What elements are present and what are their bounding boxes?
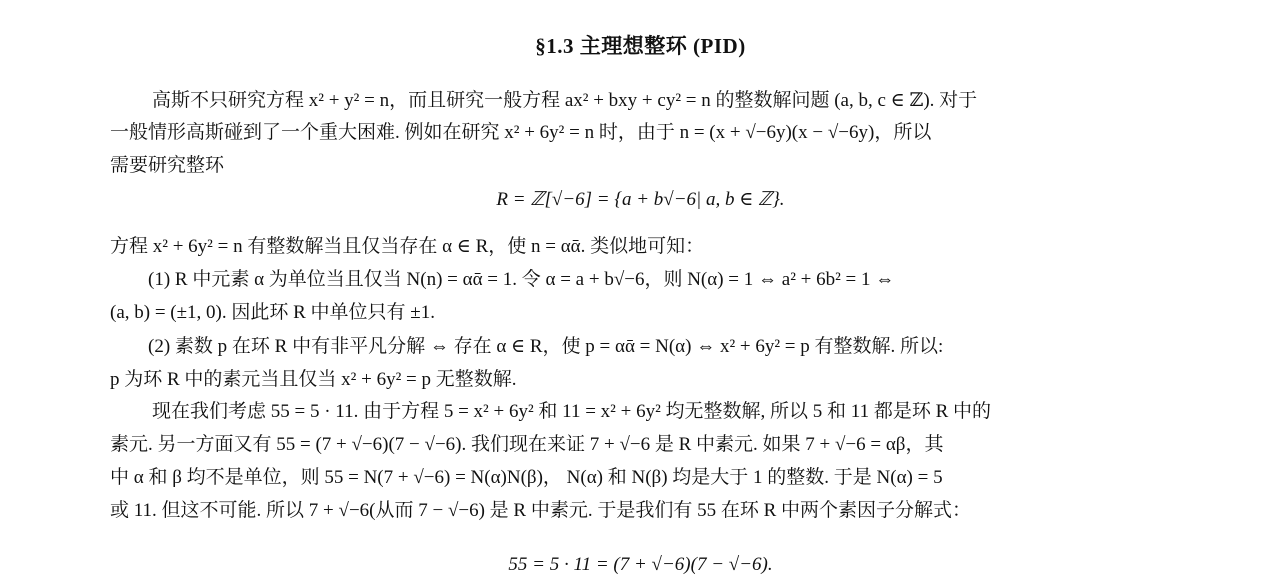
item-2-line-1: (2) 素数 p 在环 R 中有非平凡分解 ⇔ 存在 α ∈ R，使 p = αᾱ = N(α) ⇔ x² + 6y² = p 有整数解. 所以: [148, 336, 944, 357]
equation-factorization: 55 = 5 · 11 = (7 + √−6)(7 − √−6). [508, 554, 773, 575]
item-1-line-2: (a, b) = (±1, 0). 因此环 R 中单位只有 ±1. [110, 302, 435, 323]
paragraph-3-line-2: 素元. 另一方面又有 55 = (7 + √−6)(7 − √−6). 我们现在来证 7 + √−6 是 R 中素元. 如果 7 + √−6 = αβ，其 [110, 434, 944, 455]
equation-ring-definition: R = ℤ[√−6] = {a + b√−6| a, b ∈ ℤ}. [496, 189, 785, 210]
paragraph-3-line-1: 现在我们考虑 55 = 5 · 11. 由于方程 5 = x² + 6y² 和 11 = x² + 6y² 均无整数解, 所以 5 和 11 都是环 R 中的 [152, 401, 991, 422]
paragraph-3-line-4: 或 11. 但这不可能. 所以 7 + √−6(从而 7 − √−6) 是 R 中素元. 于是我们有 55 在环 R 中两个素因子分解式： [110, 500, 972, 521]
paragraph-1-line-1: 高斯不只研究方程 x² + y² = n，而且研究一般方程 ax² + bxy + cy² = n 的整数解问题 (a, b, c ∈ ℤ). 对于 [152, 90, 978, 111]
item-2-line-2: p 为环 R 中的素元当且仅当 x² + 6y² = p 无整数解. [110, 369, 517, 390]
item-1-line-1: (1) R 中元素 α 为单位当且仅当 N(n) = αᾱ = 1. 令 α = a + b√−6，则 N(α) = 1 ⇔ a² + 6b² = 1 ⇔ [148, 269, 895, 290]
paragraph-1-line-2: 一般情形高斯碰到了一个重大困难. 例如在研究 x² + 6y² = n 时，由于 n = (x + √−6y)(x − √−6y)，所以 [110, 122, 932, 143]
paragraph-1-line-3: 需要研究整环 [110, 155, 225, 176]
section-title: §1.3 主理想整环 (PID) [535, 34, 746, 58]
paragraph-2: 方程 x² + 6y² = n 有整数解当且仅当存在 α ∈ R，使 n = αᾱ. 类似地可知： [110, 236, 705, 257]
paragraph-3-line-3: 中 α 和 β 均不是单位，则 55 = N(7 + √−6) = N(α)N(β)， N(α) 和 N(β) 均是大于 1 的整数. 于是 N(α) = 5 [110, 467, 943, 488]
